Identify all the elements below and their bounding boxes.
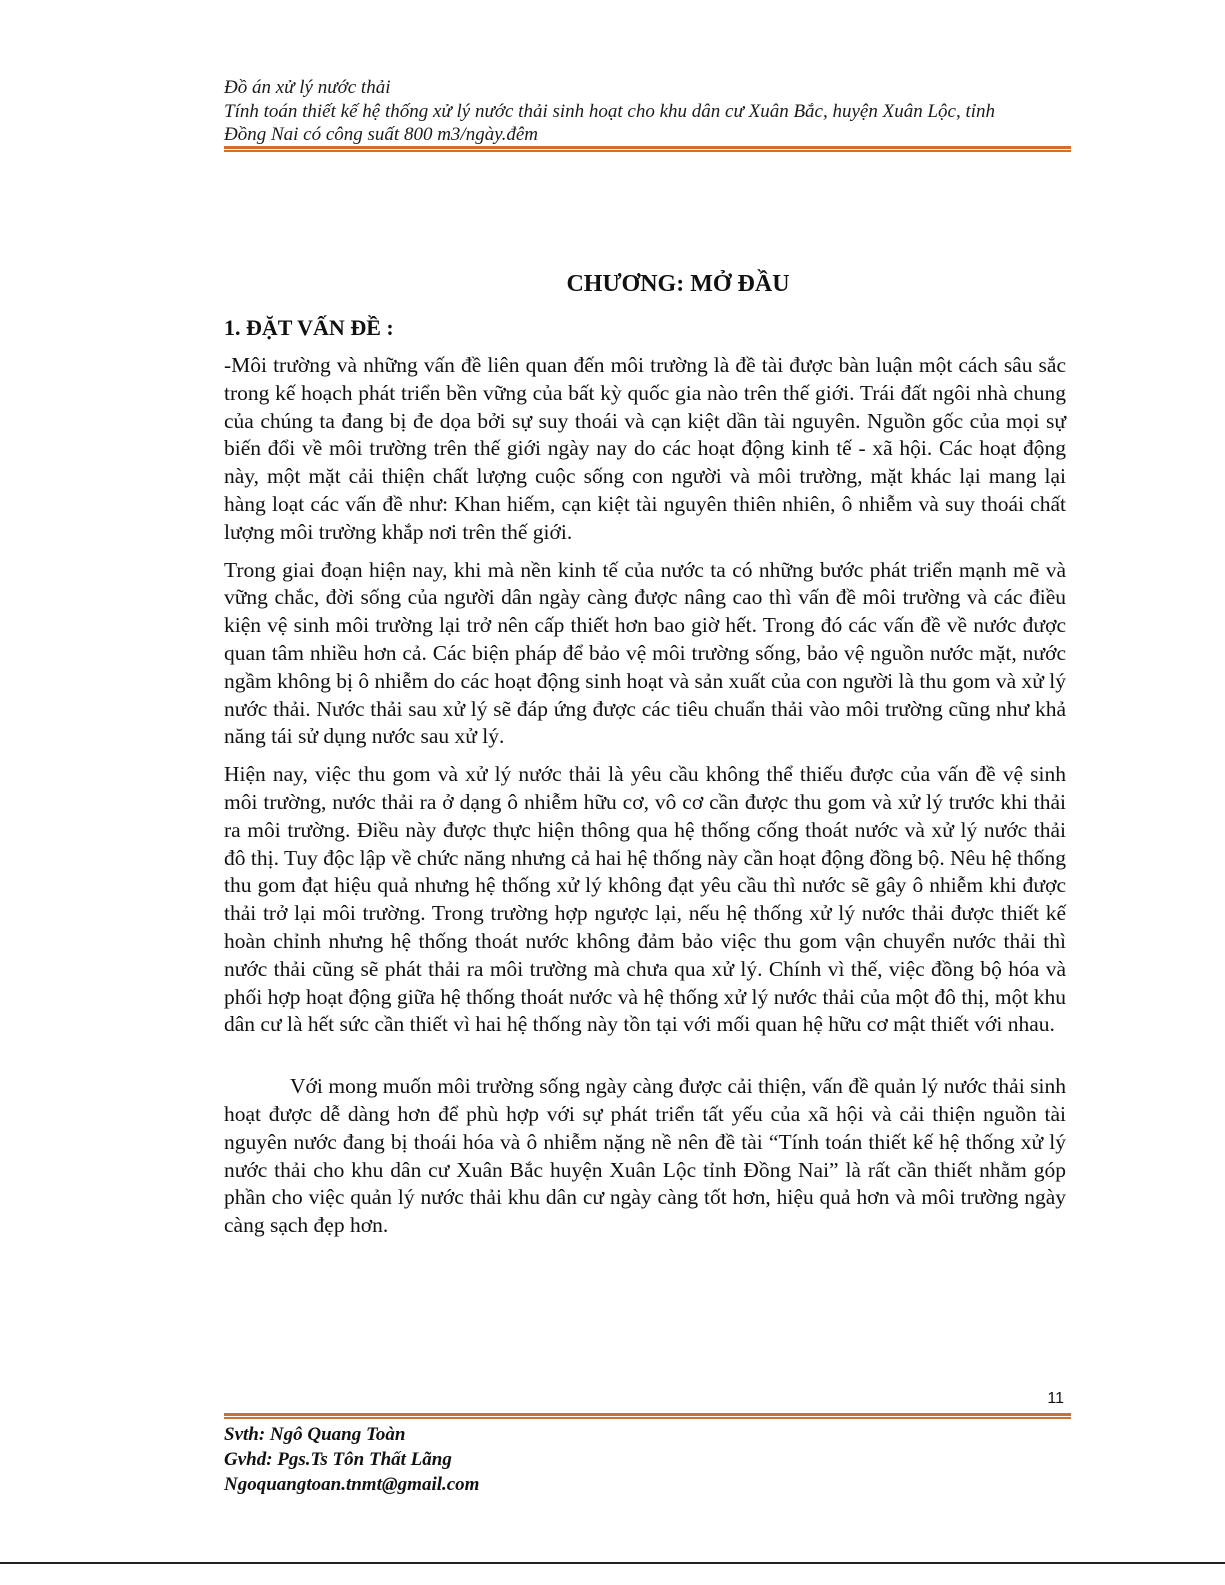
- header-divider: [224, 146, 1071, 152]
- header-line-2: Tính toán thiết kế hệ thống xử lý nước thải sinh hoạt cho khu dân cư Xuân Bắc, huyện Xuân Lộc, tỉnh: [224, 100, 996, 122]
- paragraph: -Môi trường và những vấn đề liên quan đến môi trường là đề tài được bàn luận một cách sâu sắc trong kế hoạch phát triển bền vững của bất kỳ quốc gia nào trên thế giới. Trái đất ngôi nhà chung của chúng ta đang bị đe dọa bởi sự suy thoái và cạn kiệt dần tài nguyên. Nguồn gốc của mọi sự biến đổi về môi trường trên thế giới ngày nay do các hoạt động kinh tế - xã hội. Các hoạt động này, một mặt cải thiện chất lượng cuộc sống con người và môi trường, mặt khác lại mang lại hàng loạt các vấn đề như: Khan hiếm, cạn kiệt tài nguyên thiên nhiên, ô nhiễm và suy thoái chất lượng môi trường khắp nơi trên thế giới.: [224, 353, 1066, 544]
- footer-student: Svth: Ngô Quang Toàn: [224, 1424, 406, 1445]
- footer-email: Ngoquangtoan.tnmt@gmail.com: [224, 1474, 480, 1495]
- paragraph: Trong giai đoạn hiện nay, khi mà nền kinh tế của nước ta có những bước phát triển mạnh mẽ và vững chắc, đời sống của người dân ngày càng được nâng cao thì vấn đề môi trường và các điều kiện vệ sinh môi trường lại trở nên cấp thiết hơn bao giờ hết. Trong đó các vấn đề về nước được quan tâm nhiều hơn cả. Các biện pháp để bảo vệ môi trường sống, bảo vệ nguồn nước mặt, nước ngầm không bị ô nhiễm do các hoạt động sinh hoạt và sản xuất của con người là thu gom và xử lý nước thải. Nước thải sau xử lý sẽ đáp ứng được các tiêu chuẩn thải vào môi trường cũng như khả năng tái sử dụng nước sau xử lý.: [224, 557, 1066, 749]
- paragraph: Với mong muốn môi trường sống ngày càng được cải thiện, vấn đề quản lý nước thải sinh hoạt được dễ dàng hơn để phù hợp với sự phát triển tất yếu của xã hội và cải thiện nguồn tài nguyên nước đang bị thoái hóa và ô nhiễm nặng nề nên đề tài “Tính toán thiết kế hệ thống xử lý nước thải cho khu dân cư Xuân Bắc huyện Xuân Lộc tỉnh Đồng Nai” là rất cần thiết nhằm góp phần cho việc quản lý nước thải khu dân cư ngày càng tốt hơn, hiệu quả hơn và môi trường ngày càng sạch đẹp hơn.: [224, 1074, 1066, 1238]
- page-header: [224, 76, 1070, 147]
- paragraph: Hiện nay, việc thu gom và xử lý nước thải là yêu cầu không thể thiếu được của vấn đề vệ sinh môi trường, nước thải ra ở dạng ô nhiễm hữu cơ, vô cơ cần được thu gom và xử lý trước khi thải ra môi trường. Điều này được thực hiện thông qua hệ thống cống thoát nước và xử lý nước thải đô thị. Tuy độc lập về chức năng nhưng cả hai hệ thống này cần hoạt động đồng bộ. Nêu hệ thống thu gom đạt hiệu quả nhưng hệ thống xử lý không đạt yêu cầu thì nước sẽ gây ô nhiễm khi được thải trở lại môi trường. Trong trường hợp ngược lại, nếu hệ thống xử lý nước thải được thiết kế hoàn chỉnh nhưng hệ thống thoát nước không đảm bảo việc thu gom vận chuyển nước thải thì nước thải cũng sẽ phát thải ra môi trường mà chưa qua xử lý. Chính vì thế, việc đồng bộ hóa và phối hợp hoạt động giữa hệ thống thoát nước và hệ thống xử lý nước thải của một đô thị, một khu dân cư là hết sức cần thiết vì hai hệ thống này tồn tại với mối quan hệ hữu cơ mật thiết với nhau.: [224, 762, 1066, 1037]
- body-text: [224, 352, 1066, 1250]
- footer-advisor: Gvhd: Pgs.Ts Tôn Thất Lãng: [224, 1449, 452, 1470]
- chapter-title: CHƯƠNG: MỞ ĐẦU: [566, 271, 790, 297]
- section-title: 1. ĐẶT VẤN ĐỀ :: [224, 315, 394, 340]
- header-line-3: Đồng Nai có công suất 800 m3/ngày.đêm: [224, 124, 539, 145]
- page-bottom-border: [0, 1562, 1225, 1564]
- page-number: 11: [1047, 1390, 1064, 1407]
- footer-divider: [224, 1413, 1071, 1419]
- header-line-1: Đồ án xử lý nước thải: [224, 77, 391, 98]
- page-footer: [224, 1422, 479, 1497]
